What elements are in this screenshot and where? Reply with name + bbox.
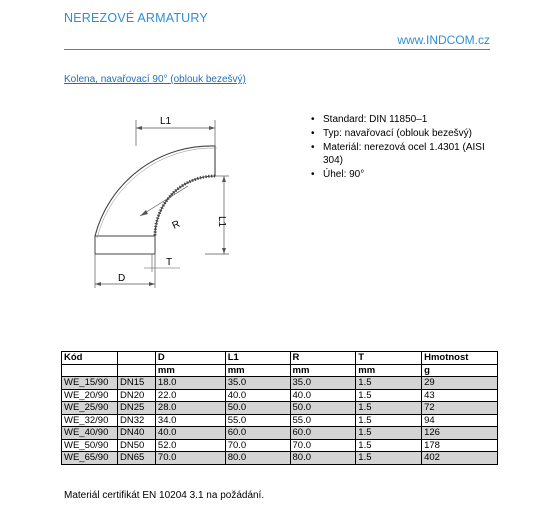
table-row <box>62 439 498 452</box>
cell-code: WE_15/90 <box>62 377 118 390</box>
cell-code: WE_40/90 <box>62 427 118 440</box>
table-row <box>62 452 498 465</box>
cell-weight: 402 <box>422 452 498 465</box>
unit-cell: g <box>422 364 498 377</box>
cell-l1: 50.0 <box>225 402 290 415</box>
cell-dn: DN25 <box>117 402 155 415</box>
unit-cell: mm <box>225 364 290 377</box>
table-header-row <box>62 352 498 365</box>
unit-cell <box>117 364 155 377</box>
cell-dn: DN32 <box>117 414 155 427</box>
cell-code: WE_20/90 <box>62 389 118 402</box>
cell-weight: 94 <box>422 414 498 427</box>
cell-d: 40.0 <box>155 427 225 440</box>
cell-l1: 70.0 <box>225 439 290 452</box>
col-header-t: T <box>356 352 422 365</box>
elbow-drawing <box>80 104 250 304</box>
cell-t: 1.5 <box>356 389 422 402</box>
cell-code: WE_65/90 <box>62 452 118 465</box>
cell-dn: DN50 <box>117 439 155 452</box>
cell-code: WE_32/90 <box>62 414 118 427</box>
cell-d: 18.0 <box>155 377 225 390</box>
dim-t-label: T <box>166 257 173 268</box>
brand-title: NEREZOVÉ ARMATURY <box>64 11 208 25</box>
cell-l1: 80.0 <box>225 452 290 465</box>
spec-list <box>305 113 495 182</box>
table-row <box>62 414 498 427</box>
cell-r: 55.0 <box>290 414 356 427</box>
col-header-d: D <box>155 352 225 365</box>
cell-dn: DN65 <box>117 452 155 465</box>
col-header-dn <box>117 352 155 365</box>
table-row <box>62 427 498 440</box>
cell-d: 22.0 <box>155 389 225 402</box>
website-link[interactable]: www.INDCOM.cz <box>397 33 490 47</box>
cell-t: 1.5 <box>356 439 422 452</box>
cell-t: 1.5 <box>356 402 422 415</box>
unit-cell: mm <box>155 364 225 377</box>
cell-t: 1.5 <box>356 427 422 440</box>
product-title[interactable]: Kolena, navařovací 90° (oblouk bezešvý) <box>64 74 246 85</box>
cell-r: 40.0 <box>290 389 356 402</box>
cell-l1: 60.0 <box>225 427 290 440</box>
table-row <box>62 377 498 390</box>
unit-cell <box>62 364 118 377</box>
spec-standard: • Standard: DIN 11850–1 <box>305 113 495 126</box>
cell-code: WE_50/90 <box>62 439 118 452</box>
cell-r: 35.0 <box>290 377 356 390</box>
cell-dn: DN15 <box>117 377 155 390</box>
cell-l1: 55.0 <box>225 414 290 427</box>
table-units-row <box>62 364 498 377</box>
cell-weight: 126 <box>422 427 498 440</box>
cell-r: 80.0 <box>290 452 356 465</box>
unit-cell: mm <box>290 364 356 377</box>
cell-weight: 178 <box>422 439 498 452</box>
header-divider <box>64 49 490 50</box>
cell-r: 60.0 <box>290 427 356 440</box>
dimension-table <box>61 351 498 465</box>
cell-t: 1.5 <box>356 452 422 465</box>
cell-d: 34.0 <box>155 414 225 427</box>
cell-weight: 29 <box>422 377 498 390</box>
table-row <box>62 389 498 402</box>
cell-weight: 72 <box>422 402 498 415</box>
table-row <box>62 402 498 415</box>
dim-l1-side-label: L1 <box>216 216 227 228</box>
dim-d-label: D <box>118 273 126 284</box>
cell-t: 1.5 <box>356 377 422 390</box>
cell-d: 28.0 <box>155 402 225 415</box>
spec-angle: • Úhel: 90° <box>305 168 495 181</box>
spec-type: • Typ: navařovací (oblouk bezešvý) <box>305 127 495 140</box>
cell-d: 52.0 <box>155 439 225 452</box>
unit-cell: mm <box>356 364 422 377</box>
cell-dn: DN40 <box>117 427 155 440</box>
col-header-r: R <box>290 352 356 365</box>
col-header-weight: Hmotnost <box>422 352 498 365</box>
col-header-code: Kód <box>62 352 118 365</box>
cell-l1: 35.0 <box>225 377 290 390</box>
cell-d: 70.0 <box>155 452 225 465</box>
col-header-l1: L1 <box>225 352 290 365</box>
dim-l1-top-label: L1 <box>160 116 172 127</box>
cell-r: 50.0 <box>290 402 356 415</box>
radius-label: R <box>170 218 182 232</box>
cell-weight: 43 <box>422 389 498 402</box>
spec-material: • Materiál: nerezová ocel 1.4301 (AISI 304) <box>305 141 495 167</box>
cell-dn: DN20 <box>117 389 155 402</box>
certificate-note: Materiál certifikát EN 10204 3.1 na požádání. <box>64 490 265 501</box>
cell-r: 70.0 <box>290 439 356 452</box>
cell-t: 1.5 <box>356 414 422 427</box>
cell-l1: 40.0 <box>225 389 290 402</box>
cell-code: WE_25/90 <box>62 402 118 415</box>
